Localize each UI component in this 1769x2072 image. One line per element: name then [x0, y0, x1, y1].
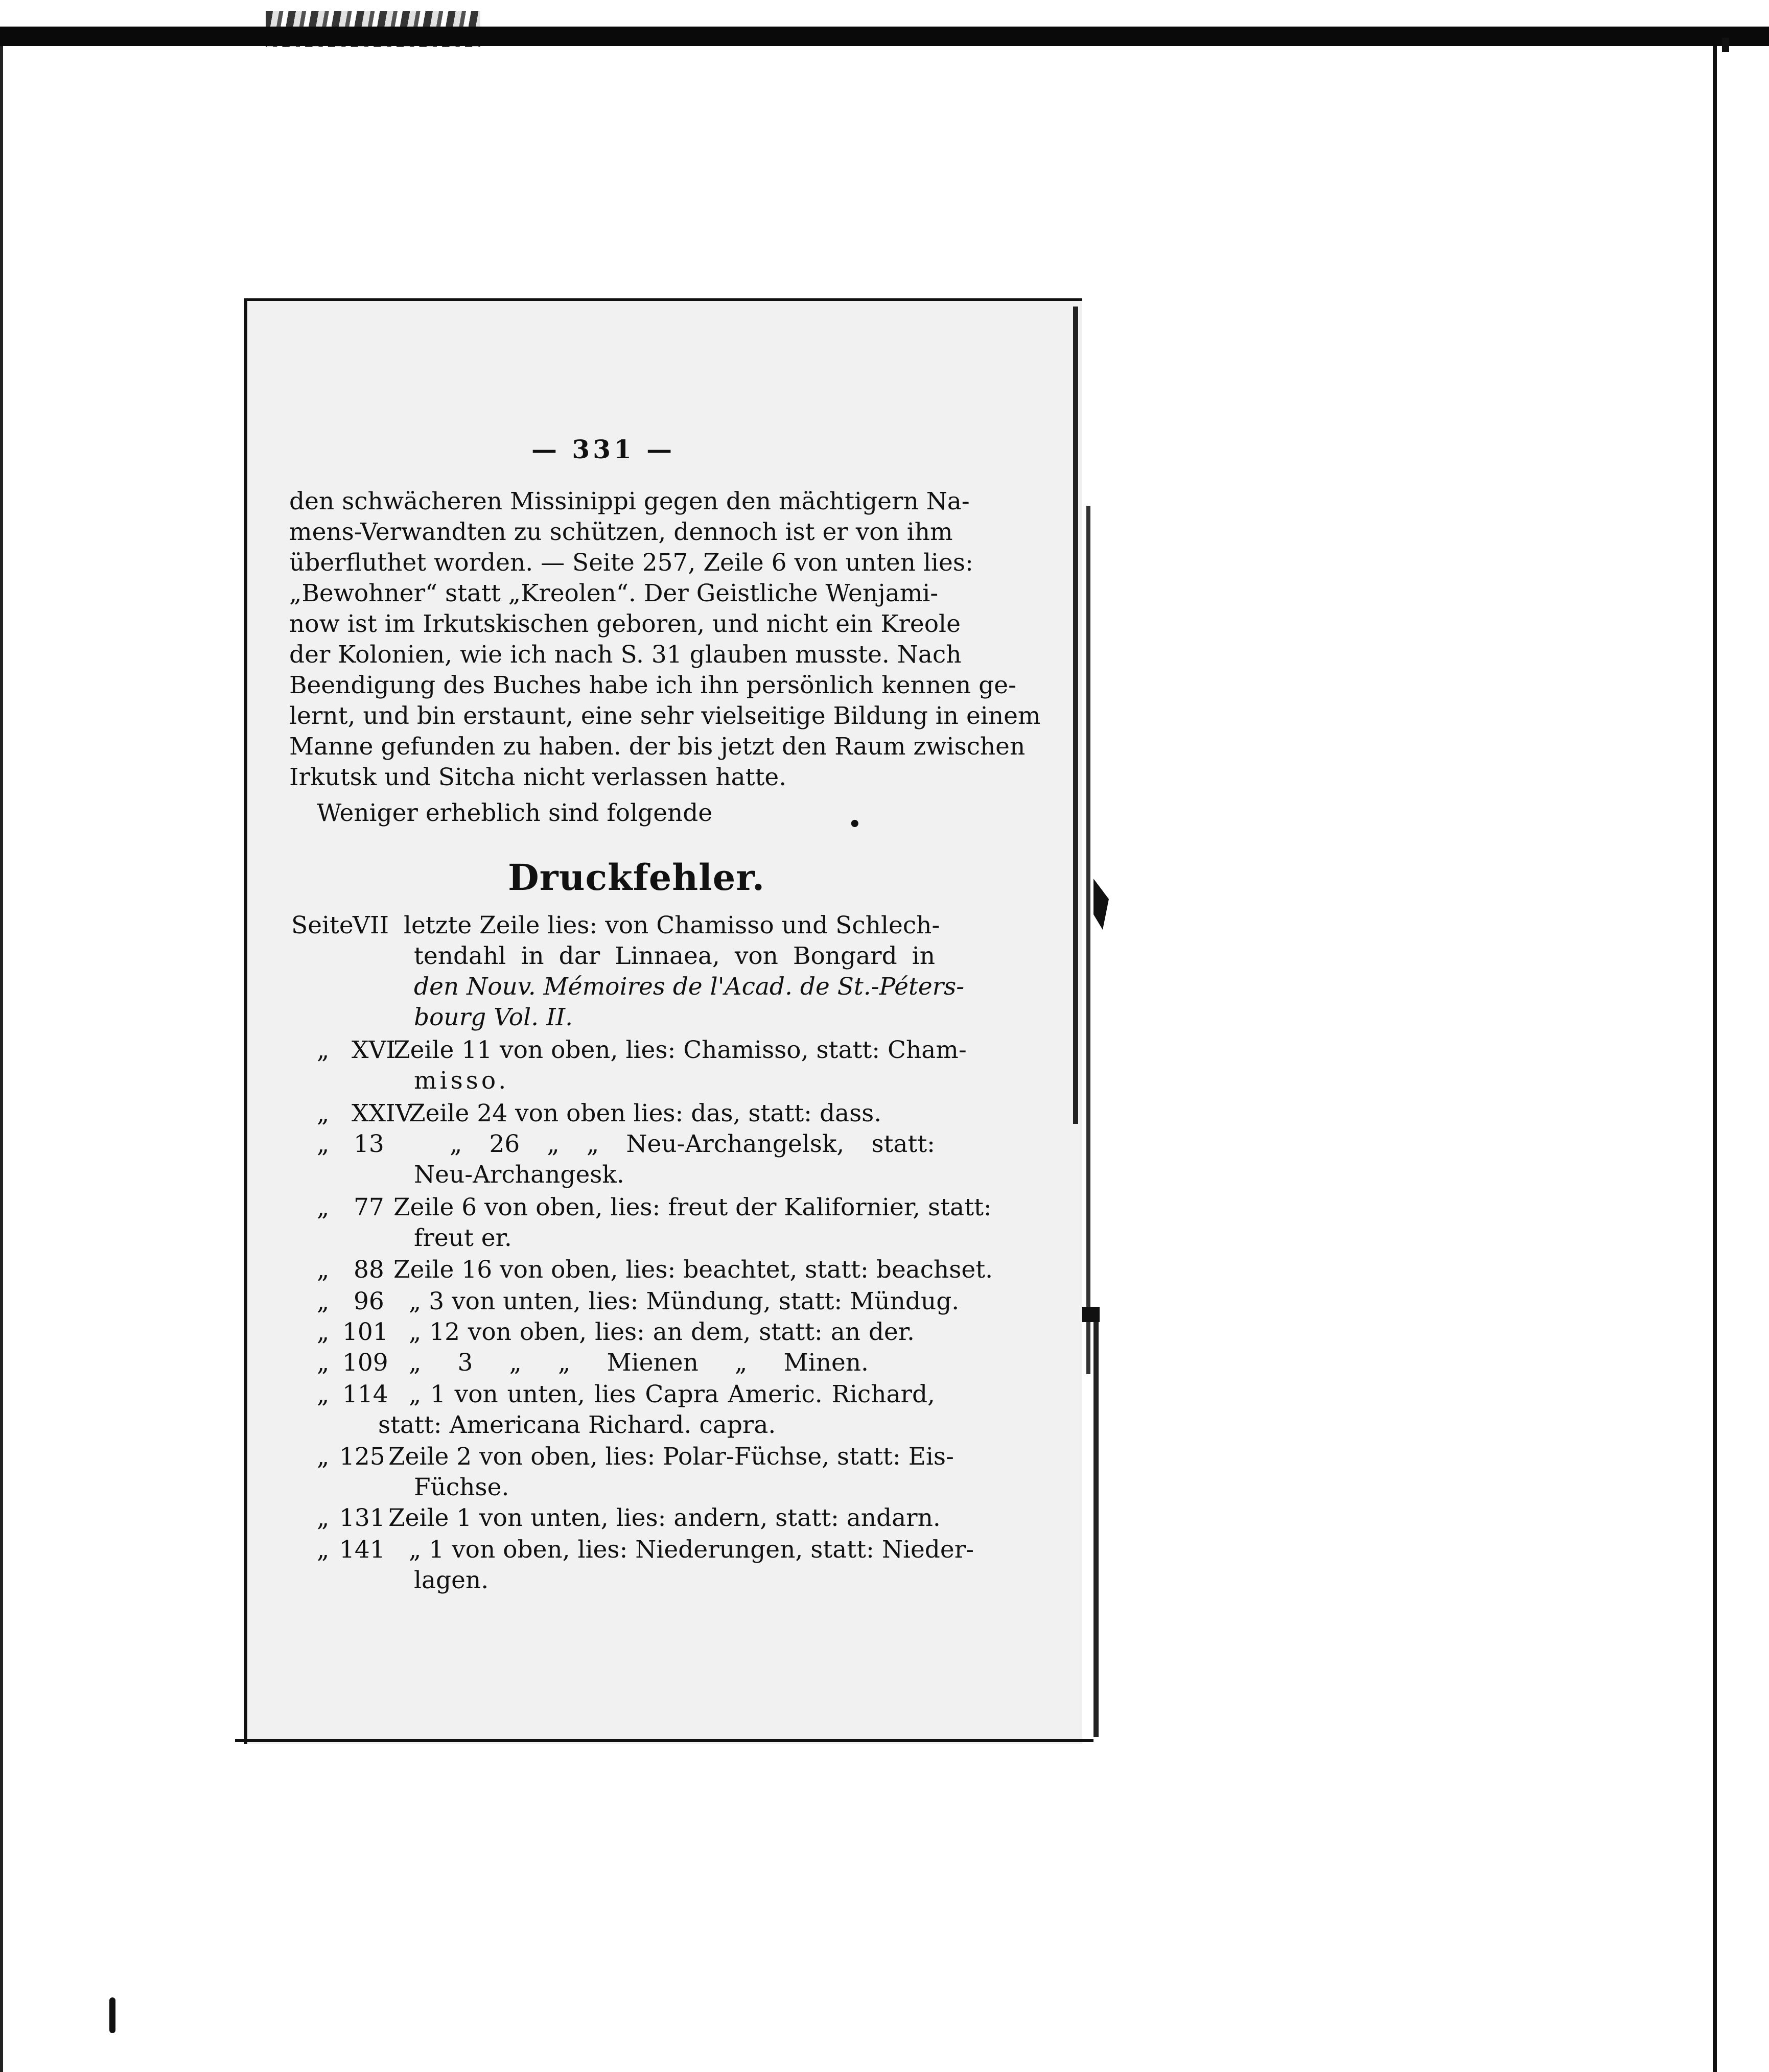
errata-marker: Seite	[291, 911, 354, 939]
errata-marker: „	[317, 1318, 330, 1346]
errata-text: Zeile 2 von oben, lies: Polar-Füchse, statt: Eis-	[388, 1443, 954, 1471]
paragraph-line: überfluthet worden. — Seite 257, Zeile 6 von unten lies:	[289, 549, 973, 577]
scan-top-border	[0, 27, 1769, 46]
errata-text: Zeile 11 von oben, lies: Chamisso, statt: Cham-	[393, 1036, 967, 1064]
errata-page: VII	[353, 911, 389, 939]
errata-text: Neu-Archangesk.	[414, 1161, 624, 1189]
errata-marker: „	[317, 1380, 330, 1408]
errata-page: 77	[354, 1193, 384, 1221]
scan-corner-mark	[1722, 38, 1729, 52]
errata-page: 141	[339, 1536, 385, 1564]
errata-text: „ 1 von unten, lies Capra Americ. Richard,	[409, 1380, 935, 1408]
errata-page: XVI	[352, 1036, 395, 1064]
errata-marker: „	[317, 1443, 330, 1471]
scan-right-border	[1713, 46, 1717, 2072]
paragraph-line: den schwächeren Missinippi gegen den mächtigern Na-	[289, 487, 970, 515]
section-heading: Druckfehler.	[508, 856, 765, 899]
errata-marker: „	[317, 1504, 330, 1532]
paragraph-line: „Bewohner“ statt „Kreolen“. Der Geistliche Wenjami-	[289, 579, 939, 607]
errata-page: 131	[339, 1504, 385, 1532]
paragraph-line: der Kolonien, wie ich nach S. 31 glauben musste. Nach	[289, 641, 962, 669]
errata-text: Füchse.	[414, 1473, 509, 1501]
paragraph-line: now ist im Irkutskischen geboren, und nicht ein Kreole	[289, 610, 961, 638]
errata-text: tendahl in dar Linnaea, von Bongard in	[414, 942, 935, 970]
page-fore-edge	[1073, 307, 1078, 1124]
paragraph-line: Beendigung des Buches habe ich ihn persönlich kennen ge-	[289, 671, 1016, 699]
errata-page: 88	[354, 1256, 384, 1284]
errata-marker: „	[317, 1036, 330, 1064]
errata-text: „ 3 von unten, lies: Mündung, statt: Mündug.	[409, 1287, 960, 1315]
errata-page: XXIV	[352, 1099, 413, 1127]
page-number: — 331 —	[531, 434, 676, 464]
errata-marker: „	[317, 1349, 330, 1377]
paragraph-line: lernt, und bin erstaunt, eine sehr vielseitige Bildung in einem	[289, 702, 1041, 730]
page-fore-edge	[1086, 506, 1090, 1374]
trailing-mark: •	[848, 812, 862, 836]
errata-text: lagen.	[414, 1566, 489, 1594]
errata-text: letzte Zeile lies: von Chamisso und Schlech-	[404, 911, 940, 939]
scan-bottom-notch	[109, 1997, 115, 2033]
errata-text: „ 12 von oben, lies: an dem, statt: an der.	[409, 1318, 915, 1346]
errata-text: freut er.	[414, 1224, 512, 1252]
errata-marker: „	[317, 1099, 330, 1127]
errata-text: misso.	[414, 1067, 509, 1095]
errata-page: 114	[342, 1380, 388, 1408]
errata-marker: „	[317, 1130, 330, 1158]
errata-text: Zeile 16 von oben, lies: beachtet, statt: beachset.	[393, 1256, 993, 1284]
errata-marker: „	[317, 1536, 330, 1564]
errata-text: Zeile 24 von oben lies: das, statt: dass.	[409, 1099, 882, 1127]
errata-page: 101	[342, 1318, 388, 1346]
errata-text: „ 1 von oben, lies: Niederungen, statt: Nieder-	[409, 1536, 974, 1564]
errata-text: statt: Americana Richard. capra.	[378, 1411, 776, 1439]
errata-text: „ 26 „ „ Neu-Archangelsk, statt:	[450, 1130, 935, 1158]
fore-edge-mark	[1093, 879, 1109, 930]
errata-page: 125	[339, 1443, 385, 1471]
page-bottom-edge	[235, 1739, 1093, 1742]
errata-page: 13	[354, 1130, 384, 1158]
paragraph-line: Irkutsk und Sitcha nicht verlassen hatte.	[289, 763, 787, 791]
paragraph-line: Manne gefunden zu haben. der bis jetzt den Raum zwischen	[289, 733, 1026, 761]
intro-line: Weniger erheblich sind folgende	[317, 799, 713, 827]
errata-text: „ 3 „ „ Mienen „ Minen.	[409, 1349, 869, 1377]
errata-text: Zeile 1 von unten, lies: andern, statt: andarn.	[388, 1504, 941, 1532]
errata-page: 109	[342, 1349, 388, 1377]
fore-edge-mark	[1082, 1307, 1100, 1322]
errata-marker: „	[317, 1256, 330, 1284]
errata-text: Zeile 6 von oben, lies: freut der Kalifornier, statt:	[393, 1193, 992, 1221]
errata-text: den Nouv. Mémoires de l'Acad. de St.-Péters-	[414, 973, 965, 1001]
errata-text: bourg Vol. II.	[414, 1003, 573, 1031]
paragraph-line: mens-Verwandten zu schützen, dennoch ist er von ihm	[289, 518, 953, 546]
errata-page: 96	[354, 1287, 384, 1315]
errata-marker: „	[317, 1287, 330, 1315]
page-fore-edge	[1093, 1308, 1099, 1737]
scan-left-border	[0, 46, 3, 2072]
errata-marker: „	[317, 1193, 330, 1221]
